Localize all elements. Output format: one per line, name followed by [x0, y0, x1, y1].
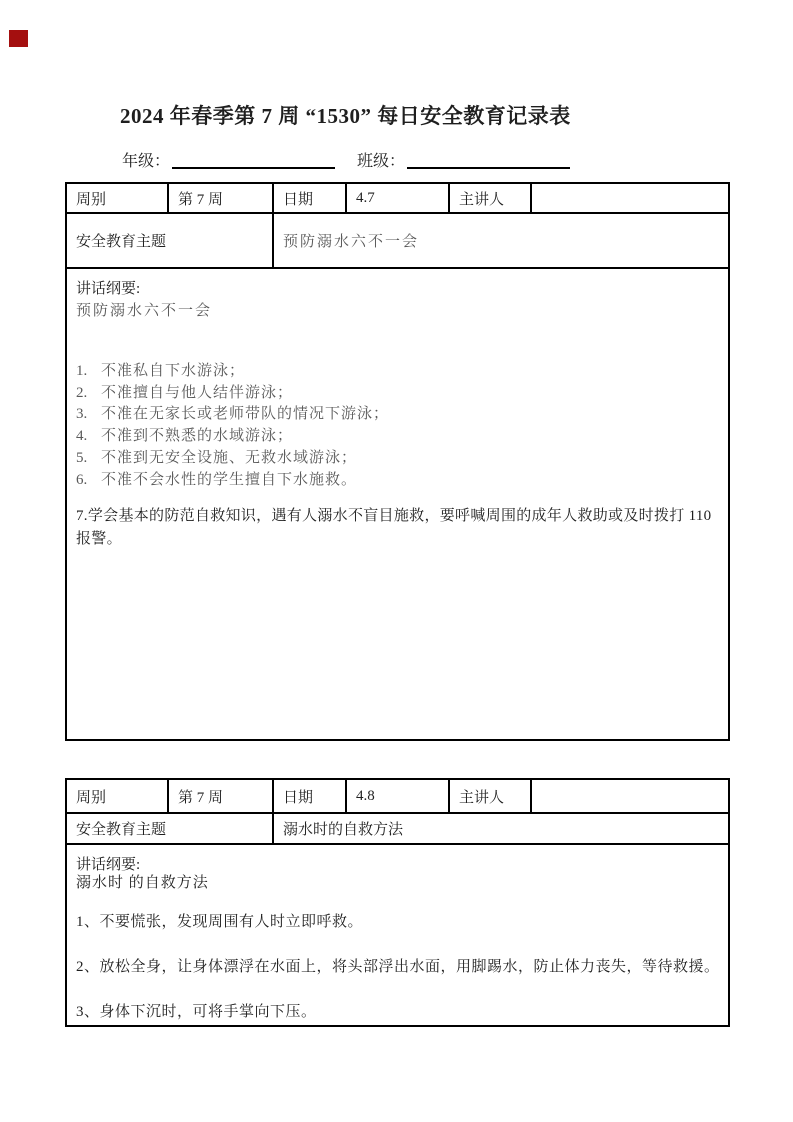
- list-item-text: 不准擅自与他人结伴游泳；: [101, 384, 294, 401]
- list-item: [76, 404, 720, 426]
- speaker-value: [531, 183, 729, 213]
- list-item-number: 3.: [76, 406, 88, 423]
- record-table-2: [65, 778, 730, 1027]
- list-item: 2、放松全身，让身体漂浮在水面上，将头部浮出水面，用脚踢水，防止体力丧失，等待救援。: [76, 959, 720, 975]
- table-row: [66, 213, 729, 268]
- list-item-text: 不准私自下水游泳；: [101, 363, 246, 379]
- grade-blank-line: [172, 148, 335, 169]
- record-table-1: [65, 182, 730, 741]
- theme-value-text: 预防溺水六不一会: [283, 234, 420, 250]
- theme-value: [273, 213, 729, 268]
- speaker-label: 主讲人: [449, 779, 531, 813]
- theme-value-text: 溺水时的自救方法: [283, 822, 404, 838]
- list-item: [76, 448, 720, 470]
- outline-paragraph: 7.学会基本的防范自救知识，遇有人溺水不盲目施救，要呼喊周围的成年人救助或及时拨打 110 报警。: [76, 508, 712, 547]
- list-item-number: 1.: [76, 363, 88, 379]
- red-mark: [9, 30, 28, 47]
- outline-subtitle: 预防溺水六不一会: [76, 303, 213, 319]
- page-title: 2024 年春季第 7 周 “1530” 每日安全教育记录表: [120, 104, 571, 128]
- outline-list: [76, 361, 720, 491]
- theme-value: [273, 813, 729, 844]
- week-label: 周别: [66, 779, 168, 813]
- table-row: [66, 268, 729, 740]
- list-item: 3、身体下沉时，可将手掌向下压。: [76, 1004, 317, 1020]
- week-label: 周别: [66, 183, 168, 213]
- table-row: [66, 183, 729, 213]
- outline-cell: [66, 844, 729, 1026]
- outline-label: 讲话纲要:: [76, 281, 141, 297]
- list-item: [76, 470, 720, 492]
- theme-label: 安全教育主题: [66, 813, 273, 844]
- table-row: [66, 844, 729, 1026]
- class-label: 班级：: [357, 153, 406, 170]
- date-label: 日期: [273, 183, 346, 213]
- grade-label: 年级：: [122, 153, 171, 170]
- list-item: [76, 383, 720, 405]
- list-item-number: 2.: [76, 384, 88, 401]
- list-item-number: 4.: [76, 428, 88, 445]
- speaker-label: 主讲人: [449, 183, 531, 213]
- outline-cell: [66, 268, 729, 740]
- week-value: 第 7 周: [168, 779, 273, 813]
- list-item-text: 不准到不熟悉的水域游泳；: [101, 428, 294, 445]
- list-item-number: 5.: [76, 449, 88, 466]
- list-item-text: 不准到无安全设施、无救水域游泳；: [101, 449, 358, 466]
- date-value: 4.8: [346, 779, 449, 813]
- list-item-text: 不准在无家长或老师带队的情况下游泳；: [101, 406, 390, 423]
- date-value: 4.7: [346, 183, 449, 213]
- date-label: 日期: [273, 779, 346, 813]
- list-item: 1、不要慌张，发现周围有人时立即呼救。: [76, 914, 364, 930]
- table-row: [66, 813, 729, 844]
- class-blank-line: [407, 148, 570, 169]
- theme-label: 安全教育主题: [66, 213, 273, 268]
- list-item: [76, 426, 720, 448]
- outline-subtitle: 溺水时 的自救方法: [76, 875, 209, 891]
- list-item-number: 6.: [76, 471, 88, 488]
- table-row: [66, 779, 729, 813]
- outline-label: 讲话纲要:: [76, 857, 141, 873]
- week-value: 第 7 周: [168, 183, 273, 213]
- list-item: [76, 361, 720, 383]
- list-item-text: 不准不会水性的学生擅自下水施救。: [101, 471, 358, 488]
- speaker-value: [531, 779, 729, 813]
